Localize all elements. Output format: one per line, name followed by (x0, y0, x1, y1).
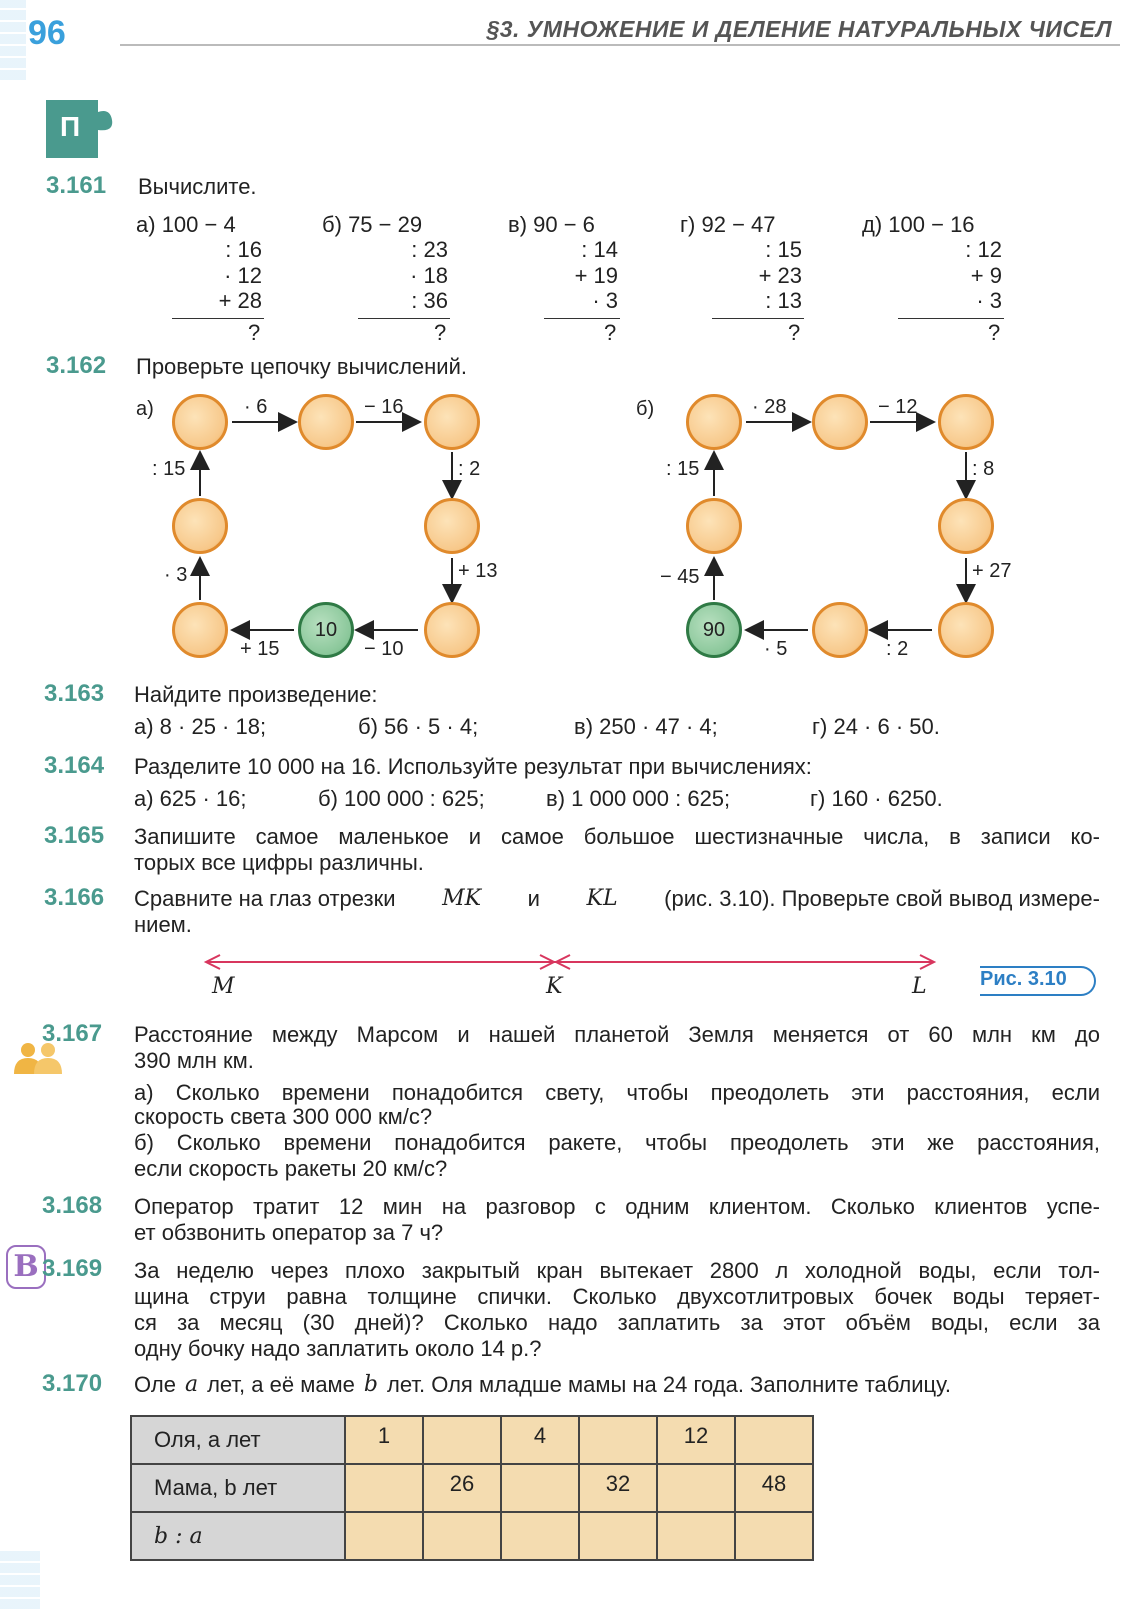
chain-node (172, 394, 228, 450)
sum-rule (712, 318, 804, 319)
column-a: а) 100 − 4 (136, 212, 236, 237)
chain-node (938, 498, 994, 554)
chain-op: · 28 (752, 396, 787, 418)
column-d-ops: : 12 + 9 · 3 (965, 237, 1002, 313)
chain-node (172, 602, 228, 658)
problem-number: 3.168 (42, 1192, 103, 1219)
problem-number: 3.163 (44, 680, 105, 707)
chapter-header: §3. УМНОЖЕНИЕ И ДЕЛЕНИЕ НАТУРАЛЬНЫХ ЧИСЕЛ (486, 16, 1112, 42)
chain-op: · 6 (244, 396, 268, 418)
row-header: Мама, b лет (131, 1464, 345, 1512)
answer-mark: ? (988, 320, 1001, 345)
age-table (130, 1415, 814, 1561)
chain-op: · 5 (764, 638, 788, 660)
table-cell[interactable] (501, 1512, 579, 1560)
chain-op: · 3 (164, 564, 188, 586)
chain-node (686, 498, 742, 554)
table-cell[interactable] (345, 1464, 423, 1512)
level-badge: В (6, 1245, 46, 1289)
item: а) 625 · 16; (134, 786, 247, 811)
chain-label: а) (136, 398, 154, 420)
table-cell[interactable]: 48 (735, 1464, 813, 1512)
problem-text: Найдите произведение: (134, 682, 378, 707)
corner-decoration-bottom (0, 1549, 40, 1609)
item: б) 56 · 5 · 4; (358, 714, 479, 739)
point-label: L (912, 974, 927, 999)
table-cell[interactable]: 12 (657, 1416, 735, 1464)
subquestion: а) Сколько времени понадобится свету, чтобы преодолеть эти расстояния, если (134, 1080, 1100, 1105)
problem-text: Оператор тратит 12 мин на разговор с одним клиентом. Сколько клиентов успе- (134, 1194, 1100, 1219)
table-cell[interactable] (657, 1464, 735, 1512)
table-cell[interactable] (657, 1512, 735, 1560)
problem-text: Расстояние между Марсом и нашей планетой Земля меняется от 60 млн км до (134, 1022, 1100, 1047)
item: г) 24 · 6 · 50. (812, 714, 940, 739)
chain-op: : 8 (972, 458, 995, 480)
chain-op: : 15 (666, 458, 700, 480)
problem-text: Сравните на глаз отрезки MK и KL (рис. 3.10). Проверьте свой вывод измере- (134, 886, 1100, 911)
column-a-ops: : 16 · 12 + 28 (218, 237, 262, 313)
subquestion: б) Сколько времени понадобится ракете, чтобы преодолеть эти же расстояния, (134, 1130, 1100, 1155)
subquestion: скорость света 300 000 км/с? (134, 1104, 433, 1129)
table-cell[interactable] (501, 1464, 579, 1512)
column-g: г) 92 − 47 (680, 212, 776, 237)
problem-text: ся за месяц (30 дней)? Сколько надо заплатить за этот объём воды, если за (134, 1310, 1100, 1335)
corner-decoration (0, 0, 26, 80)
sum-rule (172, 318, 264, 319)
subquestion: если скорость ракеты 20 км/с? (134, 1156, 448, 1181)
answer-mark: ? (604, 320, 617, 345)
chain-node (424, 394, 480, 450)
chain-op: + 15 (240, 638, 280, 660)
problem-text: Запишите самое маленькое и самое большое шестизначные числа, в записи ко- (134, 824, 1100, 849)
problem-number: 3.164 (44, 752, 105, 779)
chain-start-node: 90 (686, 602, 742, 658)
item: г) 160 · 6250. (810, 786, 943, 811)
problem-number: 3.165 (44, 822, 105, 849)
puzzle-icon (44, 98, 118, 160)
chain-node (424, 602, 480, 658)
problem-text: щина струи равна толщине спички. Сколько двухсотлитровых бочек воды теряет- (134, 1284, 1100, 1309)
chain-op: − 10 (364, 638, 404, 660)
table-cell[interactable] (735, 1512, 813, 1560)
problem-text: Проверьте цепочку вычислений. (136, 354, 467, 379)
table-cell[interactable] (579, 1512, 657, 1560)
item: б) 100 000 : 625; (318, 786, 485, 811)
segment-figure (200, 950, 940, 974)
table-cell[interactable] (423, 1512, 501, 1560)
table-cell[interactable]: 1 (345, 1416, 423, 1464)
table-cell[interactable]: 32 (579, 1464, 657, 1512)
table-cell[interactable] (735, 1416, 813, 1464)
problem-number: 3.166 (44, 884, 105, 911)
table-cell[interactable] (579, 1416, 657, 1464)
problem-text: 390 млн км. (134, 1048, 254, 1073)
page-number: 96 (28, 14, 66, 52)
chain-node (424, 498, 480, 554)
problem-text: За неделю через плохо закрытый кран вытекает 2800 л холодной воды, если тол- (134, 1258, 1100, 1283)
table-cell[interactable] (423, 1416, 501, 1464)
problem-text: нием. (134, 912, 192, 937)
answer-mark: ? (788, 320, 801, 345)
problem-number: 3.170 (42, 1370, 103, 1397)
chain-op: : 2 (458, 458, 481, 480)
chain-op: + 27 (972, 560, 1012, 582)
chain-op: : 15 (152, 458, 186, 480)
answer-mark: ? (434, 320, 447, 345)
point-label: K (546, 974, 563, 999)
problem-text: торых все цифры различны. (134, 850, 424, 875)
chain-node (938, 394, 994, 450)
column-v-ops: : 14 + 19 · 3 (574, 237, 618, 313)
chain-node (812, 602, 868, 658)
chain-start-node: 10 (298, 602, 354, 658)
chain-node (172, 498, 228, 554)
column-g-ops: : 15 + 23 : 13 (758, 237, 802, 313)
problem-text: одну бочку надо заплатить около 14 р.? (134, 1336, 542, 1361)
table-row (131, 1512, 813, 1560)
row-header: b : a (131, 1512, 345, 1560)
chain-op: − 45 (660, 566, 700, 588)
chain-op: : 2 (886, 638, 909, 660)
column-v: в) 90 − 6 (508, 212, 595, 237)
problem-number: 3.162 (46, 352, 107, 379)
problem-text: ет обзвонить оператор за 7 ч? (134, 1220, 444, 1245)
chain-op: + 13 (458, 560, 498, 582)
column-d: д) 100 − 16 (862, 212, 975, 237)
section-badge-letter: П (59, 111, 81, 142)
sum-rule (544, 318, 620, 319)
chain-node (812, 394, 868, 450)
table-row (131, 1416, 813, 1464)
answer-mark: ? (248, 320, 261, 345)
item: а) 8 · 25 · 18; (134, 714, 267, 739)
problem-text: Оле a лет, а её маме b лет. Оля младше мамы на 24 года. Заполните таблицу. (134, 1372, 952, 1397)
problem-number: 3.169 (42, 1255, 103, 1282)
column-b: б) 75 − 29 (322, 212, 423, 237)
chain-op: − 12 (878, 396, 918, 418)
figure-caption: Рис. 3.10 (980, 968, 1067, 990)
chain-node (938, 602, 994, 658)
item: в) 250 · 47 · 4; (574, 714, 718, 739)
table-cell[interactable]: 26 (423, 1464, 501, 1512)
chain-op: − 16 (364, 396, 404, 418)
problem-number: 3.161 (46, 172, 107, 199)
problem-text: Разделите 10 000 на 16. Используйте результат при вычислениях: (134, 754, 812, 779)
table-cell[interactable]: 4 (501, 1416, 579, 1464)
problem-number: 3.167 (42, 1020, 103, 1047)
chain-node (686, 394, 742, 450)
chain-node (298, 394, 354, 450)
table-row (131, 1464, 813, 1512)
chain-label: б) (636, 398, 655, 420)
header-rule (120, 44, 1120, 46)
column-b-ops: : 23 · 18 : 36 (410, 237, 448, 313)
point-label: M (212, 974, 235, 999)
item: в) 1 000 000 : 625; (546, 786, 731, 811)
sum-rule (358, 318, 450, 319)
row-header: Оля, a лет (131, 1416, 345, 1464)
table-cell[interactable] (345, 1512, 423, 1560)
problem-text: Вычислите. (138, 174, 257, 199)
sum-rule (898, 318, 1004, 319)
